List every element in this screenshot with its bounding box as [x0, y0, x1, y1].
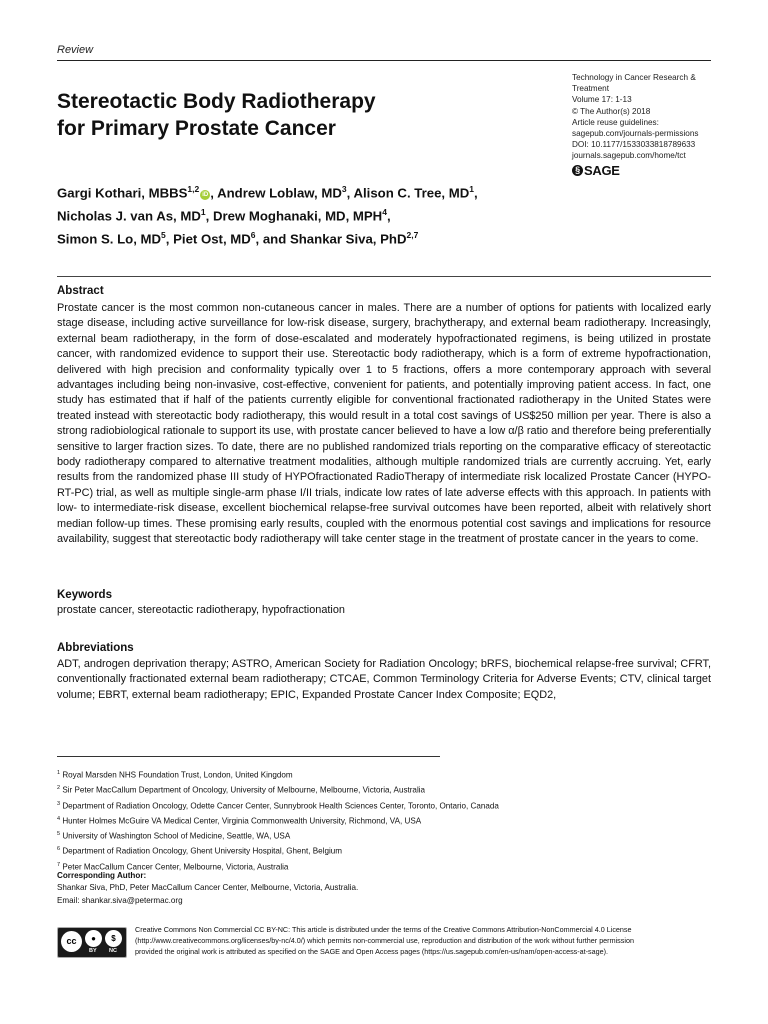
journal-home-link[interactable]: journals.sagepub.com/home/tct [572, 151, 686, 161]
sage-logo-text: SAGE [584, 162, 620, 178]
author-affil-sup: 6 [250, 229, 256, 240]
affil-text: Peter MacCallum Cancer Center, Melbourne, Victoria, Australia [62, 862, 289, 872]
affil-sup: 7 [57, 861, 61, 868]
author-affil-sup: 1,2 [187, 184, 200, 194]
author-name: Simon S. Lo, MD [57, 231, 162, 247]
affil-sup: 2 [57, 785, 61, 792]
author-line [57, 226, 617, 249]
license-text [135, 925, 717, 957]
affiliation-item [57, 767, 711, 782]
author-name: , Alison C. Tree, MD [346, 185, 470, 201]
sage-logo [572, 162, 722, 178]
license-block [57, 925, 717, 958]
corresponding-address: Shankar Siva, PhD, Peter MacCallum Cancer Center, Melbourne, Victoria, Australia. [57, 883, 359, 893]
license-link-line[interactable]: (http://www.creativecommons.org/licenses/by-nc/4.0/) which permits non-commercial use, reproduction and distribution of the work without further permission [135, 935, 634, 945]
abstract-text: Prostate cancer is the most common non-cutaneous cancer in males. There are a number of options for patients with localized early stage disease, including active surveillance for low-risk disease, surgery, brachytherapy, and external beam radiotherapy. Increasingly, external beam radiotherapy, in the form of dose-escalated and moderately hypofractionated regimens, is being utilized in prostate cancer, with randomized evidence to support their use. Stereotactic body radiotherapy, which is a form of extreme hypofractionation, delivered with high precision and conformality typically over 1 to 5 fractions, offers a more contemporary approach with several advantages including being non-invasive, cost-effective, convenient for patients, and potentially improving patient access. In fact, one study has estimated that if half of the patients currently eligible for conventional fractionated radiotherapy in the United States were treated instead with stereotactic body radiotherapy, this would result in a total cost savings of US$250 million per year. There is also a strong radiobiological rationale to support its use, with prostate cancer believed to have a low α/β ratio and therefore being preferentially sensitive to larger fraction sizes. To date, there are no published randomized trials reporting on the comparative efficacy of stereotactic body radiotherapy compared to alternative treatment modalities, although multiple randomized trials are currently accruing. Yet, early results from the randomized phase III study of HYPOfractionated RadioTherapy of intermediate risk localized Prostate Cancer (HYPO-RT-PC) trial, as well as multiple single-arm phase I/II trials, indicate low rates of late adverse effects with this approach. In patients with low- to intermediate-risk disease, excellent biochemical relapse-free survival outcomes have been reported, albeit with relatively short median follow-up times. These promising early results, coupled with the enormous potential cost savings and implications for resource availability, suggest that stereotactic body radiotherapy will take center stage in the treatment of prostate cancer in the years to come. [57, 302, 711, 546]
affil-text: Sir Peter MacCallum Department of Oncology, University of Melbourne, Melbourne, Victoria, Australia [62, 785, 426, 795]
abbreviations-text: ADT, androgen deprivation therapy; ASTRO, American Society for Radiation Oncology; bRFS, biochemical relapse-free survival; CFRT, conventionally fractionated external beam radiotherapy; CTCAE, Common Terminology Criteria for Adverse Events; CTV, clinical target volume; EBRT, external beam radiotherapy; EPIC, Expanded Prostate Cancer Index Composite; EQD2, [57, 658, 711, 701]
author-separator: , [473, 185, 478, 201]
license-line: Creative Commons Non Commercial CC BY-NC: This article is distributed under the terms of the Creative Commons Attribution-NonCommercial 4.0 License [135, 925, 632, 934]
keywords-heading: Keywords [57, 589, 112, 601]
affil-text: Royal Marsden NHS Foundation Trust, London, United Kingdom [62, 770, 293, 780]
author-name: , Drew Moghanaki, MD, MPH [205, 208, 383, 224]
sage-logo-icon: § [572, 165, 583, 176]
license-line: provided the original work is attributed as specified on the SAGE and Open Access pages (https://us.sagepub.com/en-us/nam/open-access-at-sage). [135, 946, 609, 956]
author-affil-sup: 5 [161, 229, 166, 240]
affil-text: University of Washington School of Medicine, Seattle, WA, USA [62, 831, 291, 841]
author-name: Gargi Kothari, MBBS [57, 185, 188, 201]
author-name: , Piet Ost, MD [165, 231, 251, 247]
author-list [57, 180, 617, 249]
corresponding-author [57, 870, 711, 907]
affil-text: Department of Radiation Oncology, Odette Cancer Center, Sunnybrook Health Sciences Center, Toronto, Ontario, Canada [62, 801, 499, 811]
abbreviations-heading: Abbreviations [57, 642, 134, 654]
by-label: BY [89, 948, 97, 954]
doi-link[interactable]: DOI: 10.1177/1533033818789633 [572, 140, 696, 150]
reuse-label: Article reuse guidelines: [572, 117, 659, 127]
corresponding-heading: Corresponding Author: [57, 871, 147, 880]
author-affil-sup: 3 [341, 184, 347, 194]
affiliation-item [57, 798, 711, 813]
journal-volume: Volume 17: 1-13 [572, 95, 632, 105]
author-separator: , [386, 208, 391, 224]
title-line: for Primary Prostate Cancer [57, 117, 336, 140]
affil-sup: 5 [57, 831, 61, 838]
author-name: Nicholas J. van As, MD [57, 208, 201, 224]
author-line [57, 180, 617, 203]
keywords-text: prostate cancer, stereotactic radiotherapy, hypofractionation [57, 604, 345, 616]
permissions-link[interactable]: sagepub.com/journals-permissions [572, 129, 699, 139]
author-line [57, 203, 617, 226]
article-title [57, 88, 487, 142]
affil-text: Hunter Holmes McGuire VA Medical Center, Virginia Commonwealth University, Richmond, VA, USA [62, 816, 422, 826]
affiliation-item [57, 782, 711, 797]
corresponding-email[interactable]: Email: shankar.siva@petermac.org [57, 895, 183, 905]
author-name: , and Shankar Siva, PhD [255, 231, 407, 247]
header-rule [57, 60, 711, 61]
affil-text: Department of Radiation Oncology, Ghent University Hospital, Ghent, Belgium [62, 847, 342, 857]
footnote-rule [57, 756, 440, 757]
affil-sup: 4 [57, 815, 61, 822]
journal-name: Treatment [572, 84, 610, 94]
affiliation-item [57, 813, 711, 828]
journal-name: Technology in Cancer Research & [572, 73, 696, 82]
author-name: , Andrew Loblaw, MD [210, 185, 342, 201]
abstract-heading: Abstract [57, 285, 104, 297]
cc-by-nc-badge-icon[interactable] [57, 927, 127, 958]
nc-label: NC [109, 948, 117, 954]
affiliation-item [57, 843, 711, 858]
cc-icon: cc [61, 931, 82, 952]
author-affil-sup: 1 [469, 184, 474, 194]
author-affil-sup: 4 [382, 206, 387, 217]
affil-sup: 6 [57, 846, 61, 853]
affil-sup: 3 [57, 800, 61, 807]
attribution-icon: ● [85, 930, 102, 947]
orcid-icon[interactable]: iD [202, 192, 209, 199]
author-affil-sup: 1 [200, 206, 206, 217]
journal-info [572, 72, 722, 176]
section-label: Review [57, 44, 94, 56]
affil-sup: 1 [57, 770, 61, 776]
abstract-rule [57, 276, 711, 277]
author-affil-sup: 2,7 [406, 229, 419, 240]
title-line: Stereotactic Body Radiotherapy [57, 90, 376, 113]
noncommercial-icon: $ [105, 930, 122, 947]
affiliation-list [57, 767, 711, 874]
affiliation-item [57, 828, 711, 843]
copyright: © The Author(s) 2018 [572, 106, 651, 116]
